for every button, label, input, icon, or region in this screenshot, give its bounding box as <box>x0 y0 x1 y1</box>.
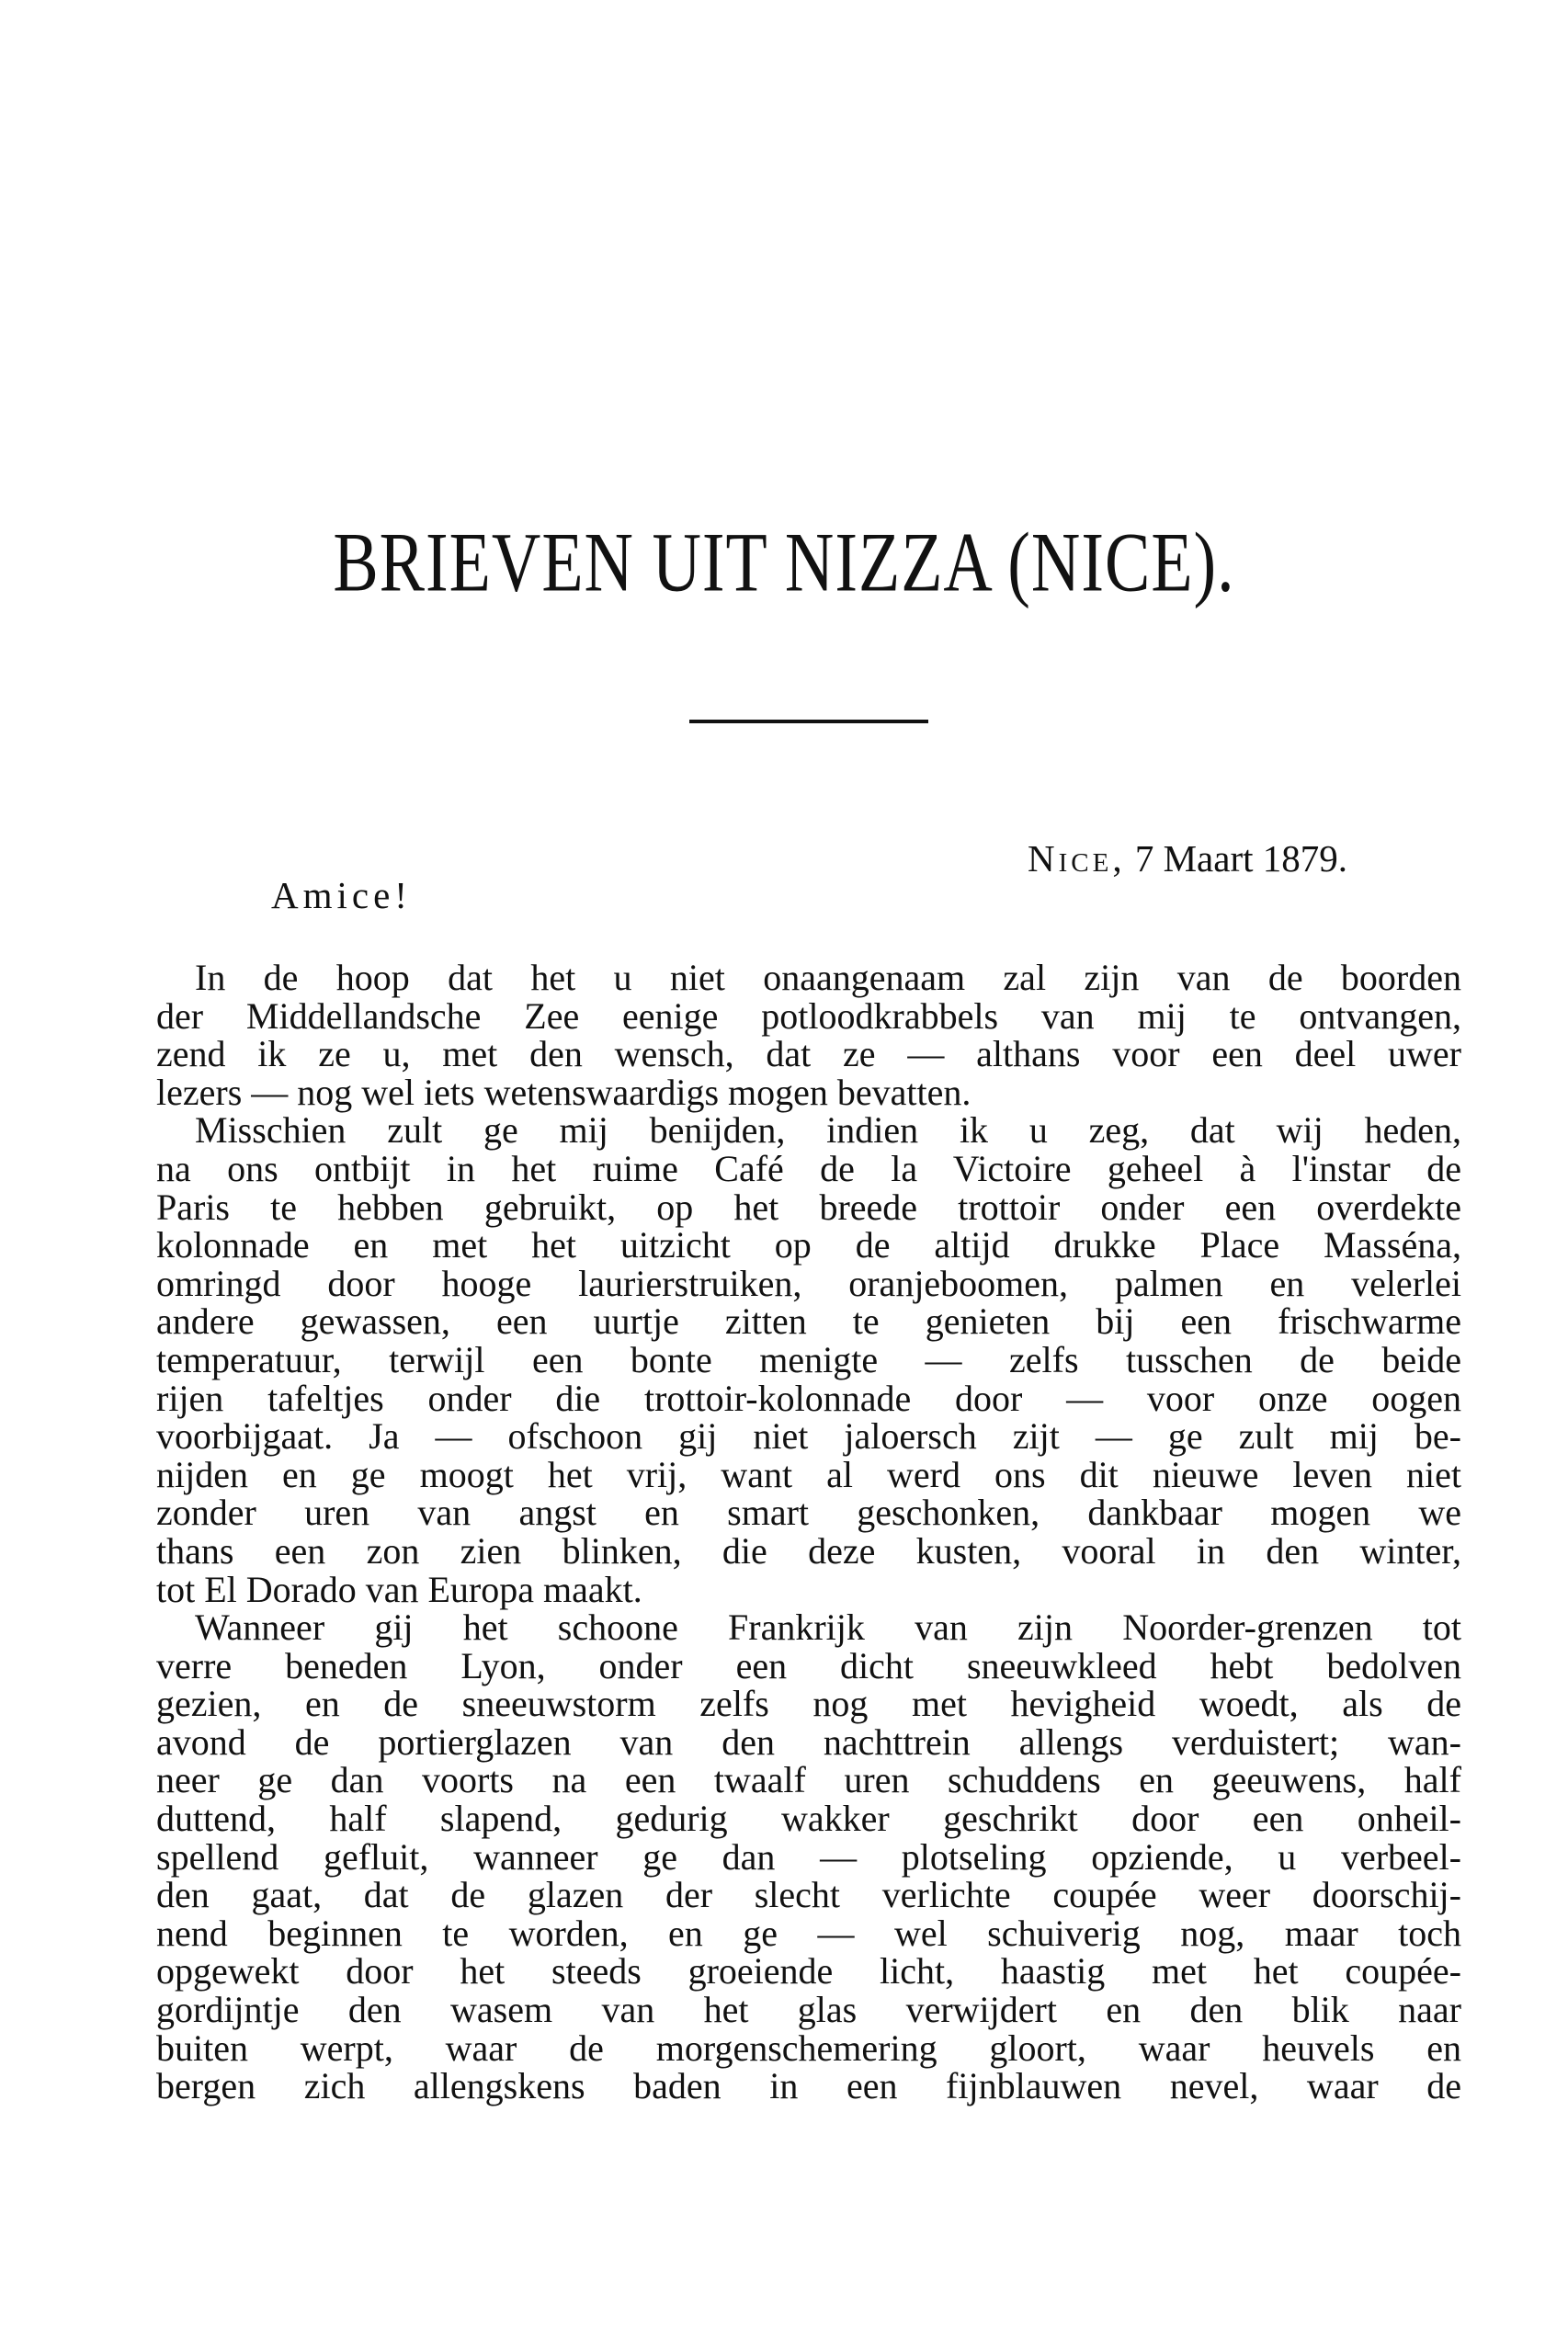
paragraph-3 <box>156 1608 1461 2106</box>
text-line: opgewekt door het steeds groeiende licht, haastig met het coupée- <box>156 1950 1461 1992</box>
page-title: BRIEVEN UIT NIZZA (NICE). <box>333 516 1235 610</box>
text-line: zend ik ze u, met den wensch, dat ze — althans voor een deel uwer <box>156 1033 1461 1075</box>
text-line: gezien, en de sneeuwstorm zelfs nog met hevigheid woedt, als de <box>156 1683 1461 1725</box>
text-line: buiten werpt, waar de morgenschemering gloort, waar heuvels en <box>156 2026 1461 2069</box>
paragraph-1 <box>156 959 1461 1111</box>
text-line: andere gewassen, een uurtje zitten te genieten bij een frischwarme <box>156 1300 1461 1343</box>
text-line: In de hoop dat het u niet onaangenaam zal zijn van de boorden <box>195 957 1461 998</box>
text-line: rijen tafeltjes onder die trottoir-kolonnade door — voor onze oogen <box>156 1377 1461 1419</box>
text-line: neer ge dan voorts na een twaalf uren schuddens en geeuwens, half <box>156 1759 1461 1801</box>
dateline <box>1028 836 1347 880</box>
salutation: Amice! <box>271 874 412 916</box>
text-line: bergen zich allengskens baden in een fijnblauwen nevel, waar de <box>156 2065 1461 2107</box>
text-line: thans een zon zien blinken, die deze kusten, vooral in den winter, <box>156 1529 1461 1572</box>
text-line: na ons ontbijt in het ruime Café de la Victoire geheel à l'instar de <box>156 1147 1461 1189</box>
text-line: temperatuur, terwijl een bonte menigte — zelfs tusschen de beide <box>156 1338 1461 1380</box>
text-line: kolonnade en met het uitzicht op de altijd drukke Place Masséna, <box>156 1224 1461 1266</box>
text-line: spellend gefluit, wanneer ge dan — plotseling opziende, u verbeel- <box>156 1835 1461 1878</box>
text-line: avond de portierglazen van den nachttrein allengs verduistert; wan- <box>156 1720 1461 1763</box>
text-line: duttend, half slapend, gedurig wakker geschrikt door een onheil- <box>156 1798 1461 1840</box>
dateline-place: Nice, <box>1028 837 1126 880</box>
text-line: voorbijgaat. Ja — ofschoon gij niet jaloersch zijt — ge zult mij be- <box>156 1415 1461 1458</box>
text-line: den gaat, dat de glazen der slecht verlichte coupée weer doorschij- <box>156 1874 1461 1916</box>
text-line: nijden en ge moogt het vrij, want al werd ons dit nieuwe leven niet <box>156 1453 1461 1495</box>
title-divider <box>689 720 928 723</box>
text-line: omringd door hooge laurierstruiken, oranjeboomen, palmen en velerlei <box>156 1262 1461 1304</box>
text-line: verre beneden Lyon, onder een dicht sneeuwkleed hebt bedolven <box>156 1644 1461 1686</box>
text-line: der Middellandsche Zee eenige potloodkrabbels van mij te ontvangen, <box>156 994 1461 1037</box>
text-line: lezers — nog wel iets wetenswaardigs mogen bevatten. <box>156 1071 971 1113</box>
dateline-date: 7 Maart 1879. <box>1134 837 1347 880</box>
text-line: zonder uren van angst en smart geschonken, dankbaar mogen we <box>156 1492 1461 1534</box>
text-line: gordijntje den wasem van het glas verwijdert en den blik naar <box>156 1989 1461 2031</box>
text-line: nend beginnen te worden, en ge — wel schuiverig nog, maar toch <box>156 1912 1461 1954</box>
paragraph-2 <box>156 1111 1461 1608</box>
letter-body <box>156 959 1461 2106</box>
text-line: Wanneer gij het schoone Frankrijk van zijn Noorder-grenzen tot <box>195 1606 1461 1649</box>
text-line: tot El Dorado van Europa maakt. <box>156 1568 642 1610</box>
text-line: Paris te hebben gebruikt, op het breede trottoir onder een overdekte <box>156 1186 1461 1228</box>
text-line: Misschien zult ge mij benijden, indien ik u zeg, dat wij heden, <box>195 1109 1461 1152</box>
